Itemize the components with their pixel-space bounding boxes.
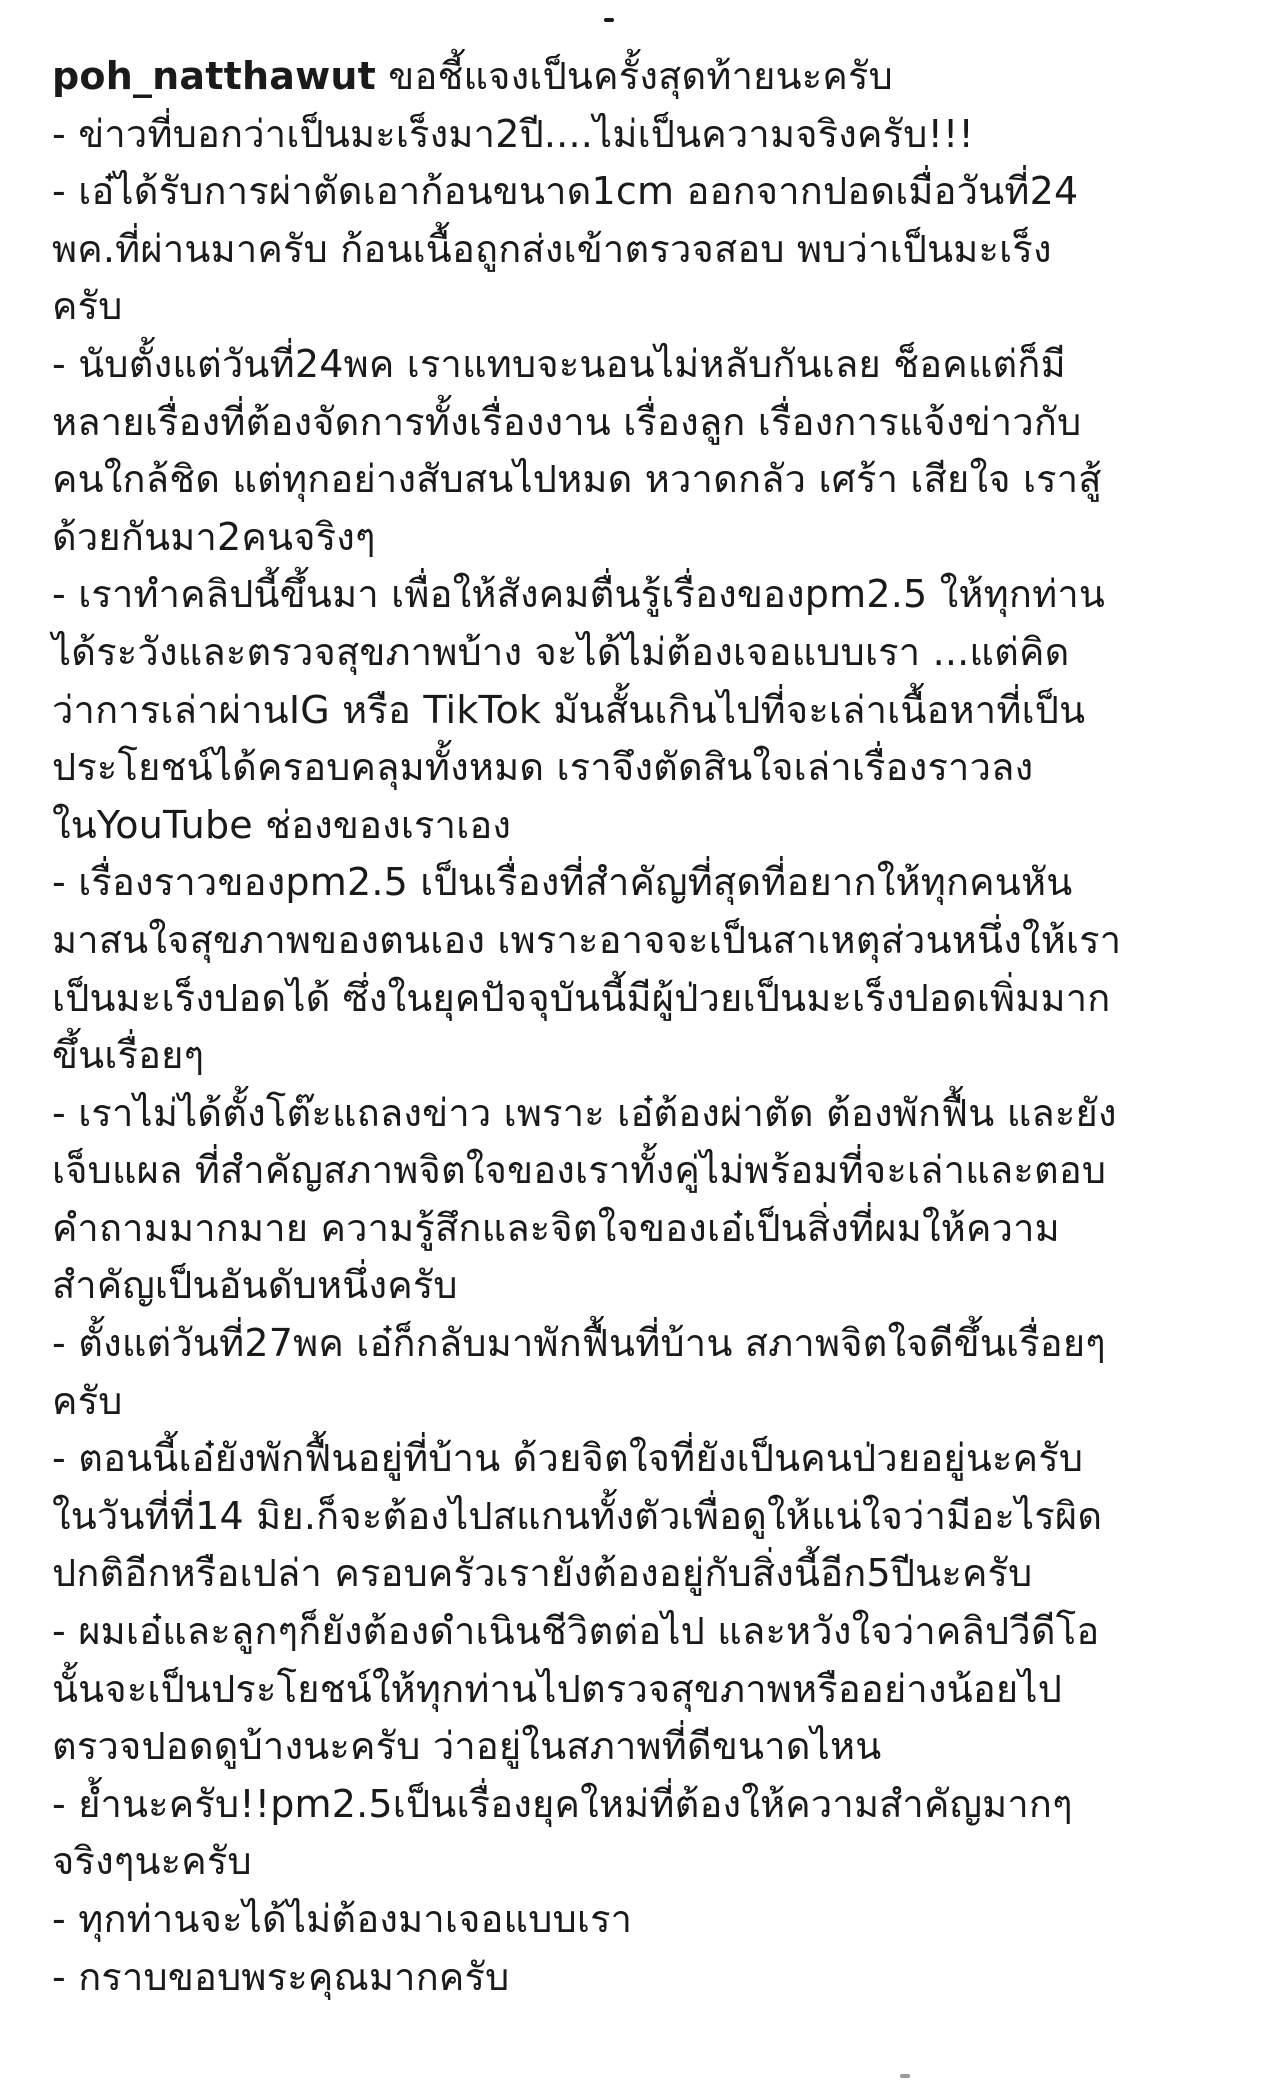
caption-header-text: ขอชี้แจงเป็นครั้งสุดท้ายนะครับ (376, 54, 893, 98)
caption-line: ปกติอีกหรือเปล่า ครอบครัวเรายังต้องอยู่กับสิ่งนี้อีก5ปีนะครับ (52, 1551, 1033, 1596)
caption-line: ได้ระวังและตรวจสุขภาพบ้าง จะได้ไม่ต้องเจอแบบเรา ...แต่คิด (52, 629, 1070, 674)
caption-line: ประโยชน์ได้ครอบคลุมทั้งหมด เราจึงตัดสินใจเล่าเรื่องราวลง (52, 745, 1034, 790)
caption-line: - เราไม่ได้ตั้งโต๊ะแถลงข่าว เพราะ เอ๋ต้องผ่าตัด ต้องพักฟื้น และยัง (52, 1090, 1117, 1135)
caption-line: จริงๆนะครับ (52, 1839, 252, 1884)
caption-line: - นับตั้งแต่วันที่24พค เราแทบจะนอนไม่หลับกันเลย ช็อคแต่ก็มี (52, 341, 1066, 386)
caption-line: ในวันที่ที่14 มิย.ก็จะต้องไปสแกนทั้งตัวเพื่อดูให้แน่ใจว่ามีอะไรผิด (52, 1493, 1103, 1538)
caption-line: ตรวจปอดดูบ้างนะครับ ว่าอยู่ในสภาพที่ดีขนาดไหน (52, 1724, 882, 1769)
caption-header-line (52, 48, 1242, 106)
scroll-indicator (604, 18, 614, 22)
caption-line: หลายเรื่องที่ต้องจัดการทั้งเรื่องงาน เรื่องลูก เรื่องการแจ้งข่าวกับ (52, 399, 1082, 444)
caption-line: - ผมเอ๋และลูกๆก็ยังต้องดำเนินชีวิตต่อไป และหวังใจว่าคลิปวีดีโอ (52, 1609, 1100, 1654)
caption-line: มาสนใจสุขภาพของตนเอง เพราะอาจจะเป็นสาเหตุส่วนหนึ่งให้เรา (52, 917, 1122, 962)
username-link[interactable]: poh_natthawut (52, 54, 377, 98)
post-caption (52, 48, 1242, 2006)
caption-line: เป็นมะเร็งปอดได้ ซึ่งในยุคปัจจุบันนี้มีผู้ป่วยเป็นมะเร็งปอดเพิ่มมาก (52, 975, 1111, 1020)
caption-line: ในYouTube ช่องของเราเอง (52, 802, 512, 847)
caption-line: เจ็บแผล ที่สำคัญสภาพจิตใจของเราทั้งคู่ไม่พร้อมที่จะเล่าและตอบ (52, 1148, 1107, 1193)
caption-line: พค.ที่ผ่านมาครับ ก้อนเนื้อถูกส่งเข้าตรวจสอบ พบว่าเป็นมะเร็ง (52, 226, 1052, 271)
caption-line: - ตอนนี้เอ๋ยังพักฟื้นอยู่ที่บ้าน ด้วยจิตใจที่ยังเป็นคนป่วยอยู่นะครับ (52, 1436, 1084, 1481)
caption-line: - เอ๋ได้รับการผ่าตัดเอาก้อนขนาด1cm ออกจากปอดเมื่อวันที่24 (52, 169, 1079, 214)
caption-line: คำถามมากมาย ความรู้สึกและจิตใจของเอ๋เป็นสิ่งที่ผมให้ความ (52, 1205, 1060, 1250)
caption-line: ว่าการเล่าผ่านIG หรือ TikTok มันสั้นเกินไปที่จะเล่าเนื้อหาที่เป็น (52, 687, 1086, 732)
caption-line: ครับ (52, 1378, 123, 1423)
scroll-indicator-bottom (900, 2074, 910, 2078)
caption-line: - กราบขอบพระคุณมากครับ (52, 1954, 510, 1999)
caption-line: ครับ (52, 284, 123, 329)
caption-line: - ทุกท่านจะได้ไม่ต้องมาเจอแบบเรา (52, 1897, 633, 1941)
caption-line: - ตั้งแต่วันที่27พค เอ๋ก็กลับมาพักฟื้นที่บ้าน สภาพจิตใจดีขึ้นเรื่อยๆ (52, 1321, 1106, 1366)
caption-line: ขึ้นเรื่อยๆ (52, 1033, 205, 1078)
caption-line: นั้นจะเป็นประโยชน์ให้ทุกท่านไปตรวจสุขภาพหรืออย่างน้อยไป (52, 1666, 1063, 1711)
caption-line: คนใกล้ชิด แต่ทุกอย่างสับสนไปหมด หวาดกลัว เศร้า เสียใจ เราสู้ (52, 457, 1102, 502)
caption-line: - ข่าวที่บอกว่าเป็นมะเร็งมา2ปี....ไม่เป็นความจริงครับ!!! (52, 111, 974, 156)
caption-line: - เราทำคลิปนี้ขึ้นมา เพื่อให้สังคมตื่นรู้เรื่องของpm2.5 ให้ทุกท่าน (52, 572, 1106, 617)
caption-line: สำคัญเป็นอันดับหนึ่งครับ (52, 1263, 458, 1308)
caption-line: - ย้ำนะครับ!!pm2.5เป็นเรื่องยุคใหม่ที่ต้องให้ความสำคัญมากๆ (52, 1781, 1073, 1826)
caption-line: ด้วยกันมา2คนจริงๆ (52, 514, 376, 559)
caption-line: - เรื่องราวของpm2.5 เป็นเรื่องที่สำคัญที่สุดที่อยากให้ทุกคนหัน (52, 860, 1073, 905)
